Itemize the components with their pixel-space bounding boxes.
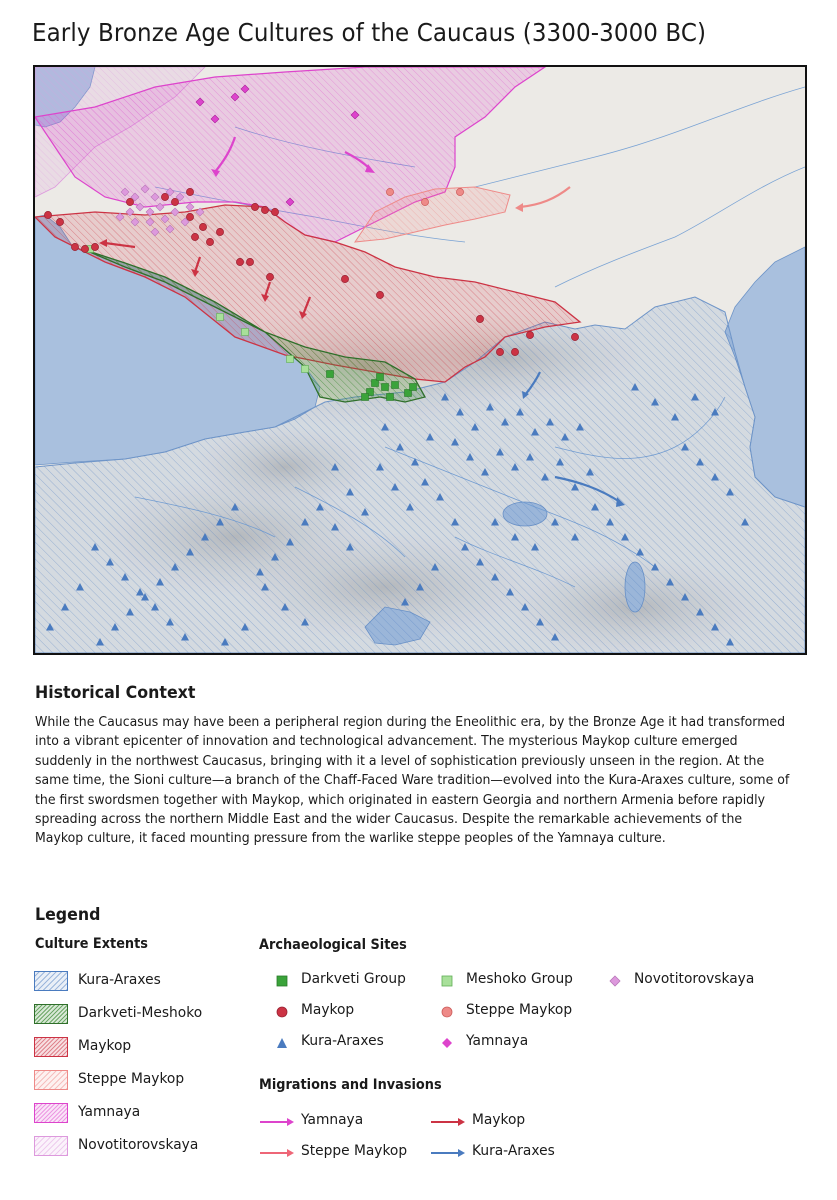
legend-extent-darkveti-meshoko bbox=[34, 1004, 264, 1026]
legend-extent-yamnaya bbox=[34, 1103, 264, 1125]
legend-site-label: Novotitorovskaya bbox=[634, 971, 755, 987]
legend-extent-steppe-maykop bbox=[34, 1070, 264, 1092]
legend-site-label: Yamnaya bbox=[466, 1033, 529, 1049]
kura-araxes-swatch bbox=[34, 971, 68, 991]
legend-migration-label: Maykop bbox=[472, 1112, 526, 1128]
blue-triangle-icon bbox=[274, 1035, 290, 1051]
darkveti-site-marker bbox=[377, 374, 384, 381]
legend-site-label: Steppe Maykop bbox=[466, 1002, 573, 1018]
maykop-site-marker bbox=[91, 243, 98, 250]
legend-migration-label: Yamnaya bbox=[301, 1112, 364, 1128]
green-square-icon bbox=[274, 973, 290, 989]
culture-extents-heading: Culture Extents bbox=[35, 936, 148, 952]
map-canvas bbox=[35, 67, 805, 653]
legend-extent-kura-araxes bbox=[34, 971, 264, 993]
meshoko-site-marker bbox=[217, 314, 224, 321]
steppe-maykop-site-marker bbox=[421, 198, 428, 205]
yamnaya-swatch bbox=[34, 1103, 68, 1123]
lilac-diamond-icon bbox=[607, 973, 623, 989]
legend-site-label: Kura-Araxes bbox=[301, 1033, 384, 1049]
legend-extent-label: Novotitorovskaya bbox=[78, 1137, 199, 1153]
steppe-maykop-site-marker bbox=[386, 188, 393, 195]
darkveti-site-marker bbox=[327, 371, 334, 378]
maykop-site-marker bbox=[161, 193, 168, 200]
legend-extent-maykop bbox=[34, 1037, 264, 1059]
red-circle-icon bbox=[274, 1004, 290, 1020]
kura-araxes-arrow-icon bbox=[430, 1145, 466, 1161]
maykop-site-marker bbox=[44, 211, 51, 218]
legend-site-label: Meshoko Group bbox=[466, 971, 573, 987]
archaeological-sites-heading: Archaeological Sites bbox=[259, 937, 407, 953]
yamnaya-arrow-icon bbox=[259, 1114, 295, 1130]
maykop-site-marker bbox=[56, 218, 63, 225]
maykop-site-marker bbox=[271, 208, 278, 215]
maykop-site-marker bbox=[246, 258, 253, 265]
maykop-site-marker bbox=[199, 223, 206, 230]
maykop-site-marker bbox=[236, 258, 243, 265]
steppe-maykop-site-marker bbox=[456, 188, 463, 195]
maykop-site-marker bbox=[341, 275, 348, 282]
maykop-site-marker bbox=[266, 273, 273, 280]
legend-extent-label: Darkveti-Meshoko bbox=[78, 1005, 203, 1021]
legend-migration-label: Steppe Maykop bbox=[301, 1143, 408, 1159]
steppe-maykop-arrow-icon bbox=[259, 1145, 295, 1161]
maykop-site-marker bbox=[376, 291, 383, 298]
maykop-site-marker bbox=[251, 203, 258, 210]
darkveti-site-marker bbox=[387, 394, 394, 401]
legend-extent-label: Steppe Maykop bbox=[78, 1071, 185, 1087]
maykop-site-marker bbox=[511, 348, 518, 355]
maykop-site-marker bbox=[206, 238, 213, 245]
legend-extent-label: Kura-Araxes bbox=[78, 972, 161, 988]
maykop-swatch bbox=[34, 1037, 68, 1057]
legend-site-label: Darkveti Group bbox=[301, 971, 406, 987]
context-body: While the Caucasus may have been a peripheral region during the Eneolithic era, by the Bronze Age it had transformed into a vibrant epicenter of innovation and technological advancement. The mysterious Maykop culture emerged suddenly in the northwest Caucasus, bringing with it a level of sophistication previously unseen in the region. At the same time, the Sioni culture—a branch of the Chaff-Faced Ware tradition—evolved into the Kura-Araxes culture, some of the first swordsmen together with Maykop, which originated in eastern Georgia and northern Armenia before rapidly spreading across the northern Middle East and the wider Caucasus. Despite the remarkable achievements of the Maykop culture, it faced mounting pressure from the warlike steppe peoples of the Yamnaya culture. bbox=[35, 715, 790, 847]
darkveti-site-marker bbox=[392, 382, 399, 389]
darkveti-site-marker bbox=[410, 384, 417, 391]
maykop-site-marker bbox=[186, 213, 193, 220]
legend-migration-label: Kura-Araxes bbox=[472, 1143, 555, 1159]
map-view[interactable] bbox=[33, 65, 807, 655]
meshoko-site-marker bbox=[242, 329, 249, 336]
maykop-site-marker bbox=[261, 206, 268, 213]
magenta-diamond-icon bbox=[439, 1035, 455, 1051]
novotitorovskaya-swatch bbox=[34, 1136, 68, 1156]
maykop-site-marker bbox=[496, 348, 503, 355]
map-title: Early Bronze Age Cultures of the Caucaus (3300-3000 BC) bbox=[32, 18, 707, 47]
legend-site-label: Maykop bbox=[301, 1002, 355, 1018]
migrations-heading: Migrations and Invasions bbox=[259, 1077, 442, 1093]
context-heading: Historical Context bbox=[35, 683, 196, 703]
maykop-site-marker bbox=[186, 188, 193, 195]
maykop-site-marker bbox=[571, 333, 578, 340]
darkveti-site-marker bbox=[362, 394, 369, 401]
meshoko-site-marker bbox=[302, 366, 309, 373]
legend-extent-label: Yamnaya bbox=[78, 1104, 141, 1120]
legend-heading: Legend bbox=[35, 905, 101, 925]
maykop-site-marker bbox=[81, 245, 88, 252]
darkveti-meshoko-swatch bbox=[34, 1004, 68, 1024]
maykop-site-marker bbox=[71, 243, 78, 250]
light-green-square-icon bbox=[439, 973, 455, 989]
maykop-arrow-icon bbox=[430, 1114, 466, 1130]
darkveti-site-marker bbox=[382, 384, 389, 391]
maykop-site-marker bbox=[191, 233, 198, 240]
maykop-site-marker bbox=[126, 198, 133, 205]
maykop-site-marker bbox=[476, 315, 483, 322]
maykop-site-marker bbox=[171, 198, 178, 205]
maykop-site-marker bbox=[216, 228, 223, 235]
meshoko-site-marker bbox=[287, 356, 294, 363]
legend-extent-novotitorovskaya bbox=[34, 1136, 264, 1158]
maykop-site-marker bbox=[526, 331, 533, 338]
legend-extent-label: Maykop bbox=[78, 1038, 132, 1054]
steppe-maykop-swatch bbox=[34, 1070, 68, 1090]
pink-circle-icon bbox=[439, 1004, 455, 1020]
